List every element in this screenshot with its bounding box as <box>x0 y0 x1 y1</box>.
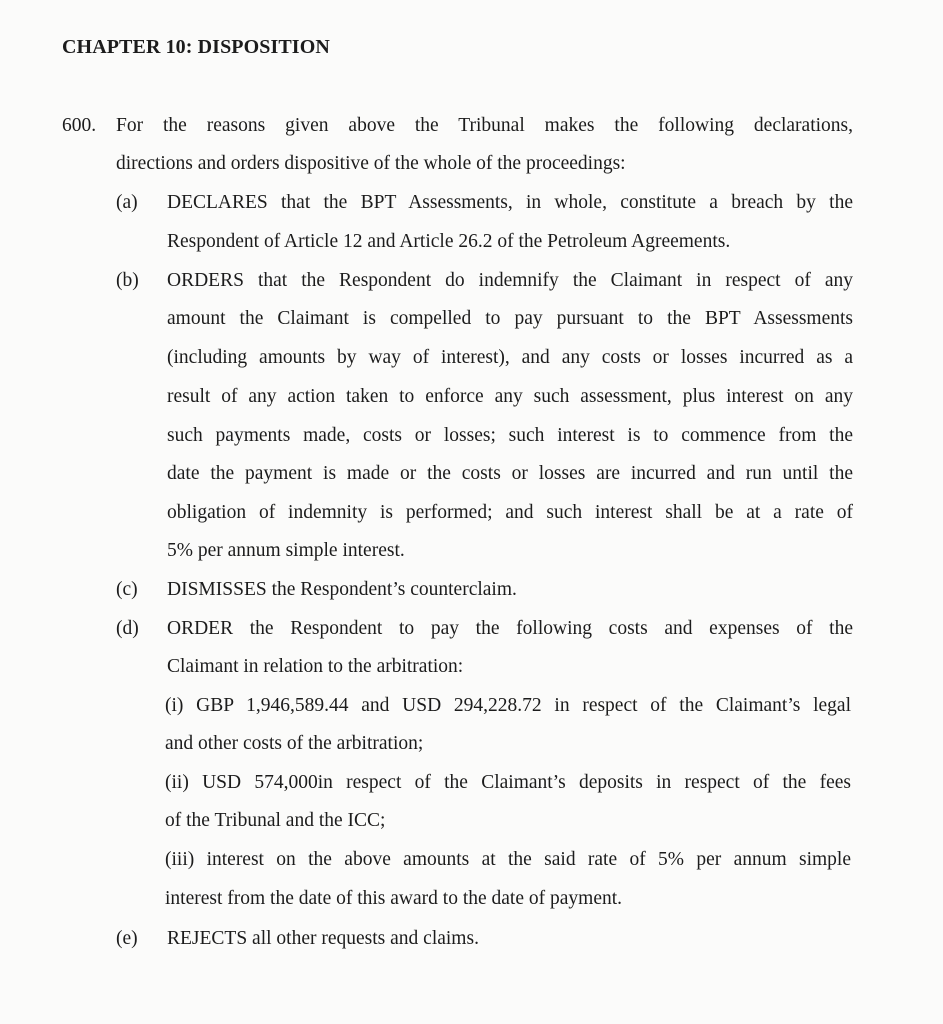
item-label-a: (a) <box>116 192 138 213</box>
item-label-c: (c) <box>116 579 138 600</box>
item-e-line: REJECTS all other requests and claims. <box>167 928 479 949</box>
subitem-i-line: (i) GBP 1,946,589.44 and USD 294,228.72 in respect of the Claimant’s legal <box>165 695 851 716</box>
item-b-line: (including amounts by way of interest), and any costs or losses incurred as a <box>167 347 853 368</box>
item-b-line: amount the Claimant is compelled to pay pursuant to the BPT Assessments <box>167 308 853 329</box>
subitem-ii-line: (ii) USD 574,000in respect of the Claimant’s deposits in respect of the fees <box>165 772 851 793</box>
subitem-ii-line: of the Tribunal and the ICC; <box>165 810 386 831</box>
item-label-d: (d) <box>116 618 139 639</box>
item-label-b: (b) <box>116 270 139 291</box>
item-b-line: ORDERS that the Respondent do indemnify the Claimant in respect of any <box>167 270 853 291</box>
subitem-iii-line: interest from the date of this award to the date of payment. <box>165 888 623 909</box>
item-c-line: DISMISSES the Respondent’s counterclaim. <box>167 579 517 600</box>
item-label-e: (e) <box>116 928 138 949</box>
subitem-iii-line: (iii) interest on the above amounts at the said rate of 5% per annum simple <box>165 849 851 870</box>
item-b-line: 5% per annum simple interest. <box>167 540 405 561</box>
item-a-line: DECLARES that the BPT Assessments, in whole, constitute a breach by the <box>167 192 853 213</box>
subitem-i-line: and other costs of the arbitration; <box>165 733 424 754</box>
paragraph-line: directions and orders dispositive of the whole of the proceedings: <box>116 153 626 174</box>
paragraph-line: For the reasons given above the Tribunal makes the following declarations, <box>116 115 853 136</box>
item-d-line: ORDER the Respondent to pay the following costs and expenses of the <box>167 618 853 639</box>
item-b-line: obligation of indemnity is performed; and such interest shall be at a rate of <box>167 502 853 523</box>
item-a-line: Respondent of Article 12 and Article 26.2 of the Petroleum Agreements. <box>167 231 731 252</box>
item-b-line: date the payment is made or the costs or losses are incurred and run until the <box>167 463 853 484</box>
item-b-line: result of any action taken to enforce any such assessment, plus interest on any <box>167 386 853 407</box>
chapter-heading: CHAPTER 10: DISPOSITION <box>62 36 330 58</box>
item-d-line: Claimant in relation to the arbitration: <box>167 656 464 677</box>
paragraph-number: 600. <box>62 115 97 136</box>
item-b-line: such payments made, costs or losses; such interest is to commence from the <box>167 425 853 446</box>
